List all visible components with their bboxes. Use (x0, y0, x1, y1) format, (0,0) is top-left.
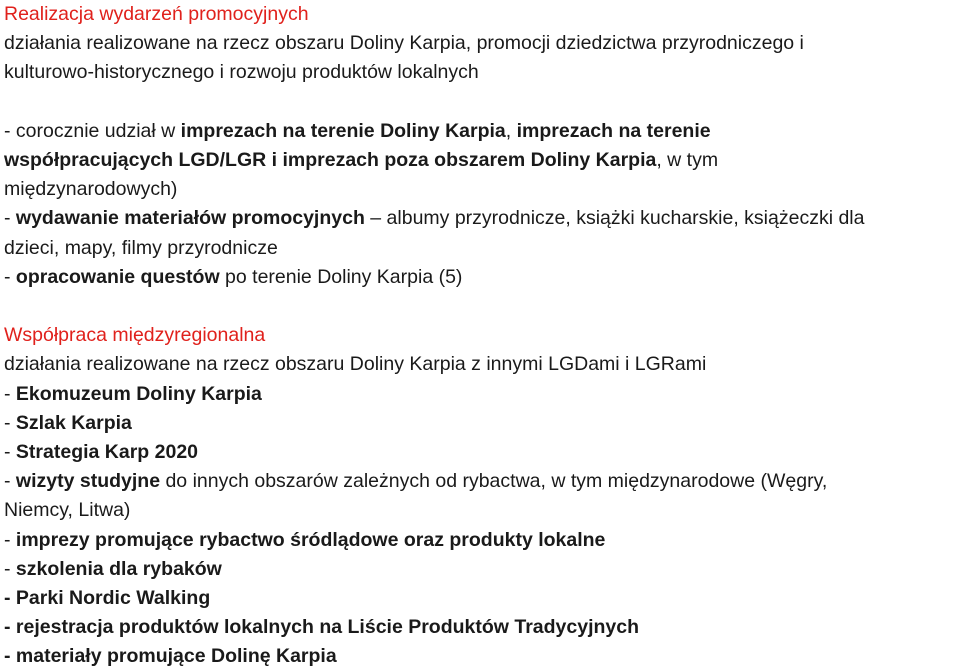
list-item: - imprezy promujące rybactwo śródlądowe oraz produkty lokalne (4, 528, 606, 551)
list-item-continuation: Niemcy, Litwa) (4, 499, 131, 522)
list-item-continuation: międzynarodowych) (4, 178, 178, 201)
list-item: - rejestracja produktów lokalnych na Liście Produktów Tradycyjnych (4, 616, 640, 639)
list-item: - wizyty studyjne do innych obszarów zależnych od rybactwa, w tym międzynarodowe (Węgry, (4, 470, 828, 493)
list-item: - corocznie udział w imprezach na terenie Doliny Karpia, imprezach na terenie (4, 119, 711, 142)
list-item-continuation: dzieci, mapy, filmy przyrodnicze (4, 236, 278, 259)
section-title-cooperation: Współpraca międzyregionalna (4, 324, 266, 347)
list-item-continuation: współpracujących LGD/LGR i imprezach poza obszarem Doliny Karpia, w tym (4, 149, 719, 171)
list-item: - Szlak Karpia (4, 411, 132, 434)
list-item: - Ekomuzeum Doliny Karpia (4, 382, 262, 405)
list-item: - szkolenia dla rybaków (4, 557, 222, 580)
list-item: - Strategia Karp 2020 (4, 441, 199, 464)
slide-content (4, 0, 958, 672)
list-item: - Parki Nordic Walking (4, 587, 211, 610)
spacer (4, 292, 958, 321)
spacer (4, 88, 958, 117)
section-title-promo-events: Realizacja wydarzeń promocyjnych (4, 3, 309, 25)
list-item: - wydawanie materiałów promocyjnych – albumy przyrodnicze, książki kucharskie, książeczki dla (4, 207, 865, 230)
list-item: - opracowanie questów po terenie Doliny Karpia (5) (4, 265, 463, 288)
section-intro-line: działania realizowane na rzecz obszaru Doliny Karpia, promocji dziedzictwa przyrodniczego i (4, 32, 804, 55)
section-intro-line: kulturowo-historycznego i rozwoju produktów lokalnych (4, 61, 479, 84)
list-item: - materiały promujące Dolinę Karpia (4, 645, 337, 668)
section-intro-line: działania realizowane na rzecz obszaru Doliny Karpia z innymi LGDami i LGRami (4, 353, 707, 376)
